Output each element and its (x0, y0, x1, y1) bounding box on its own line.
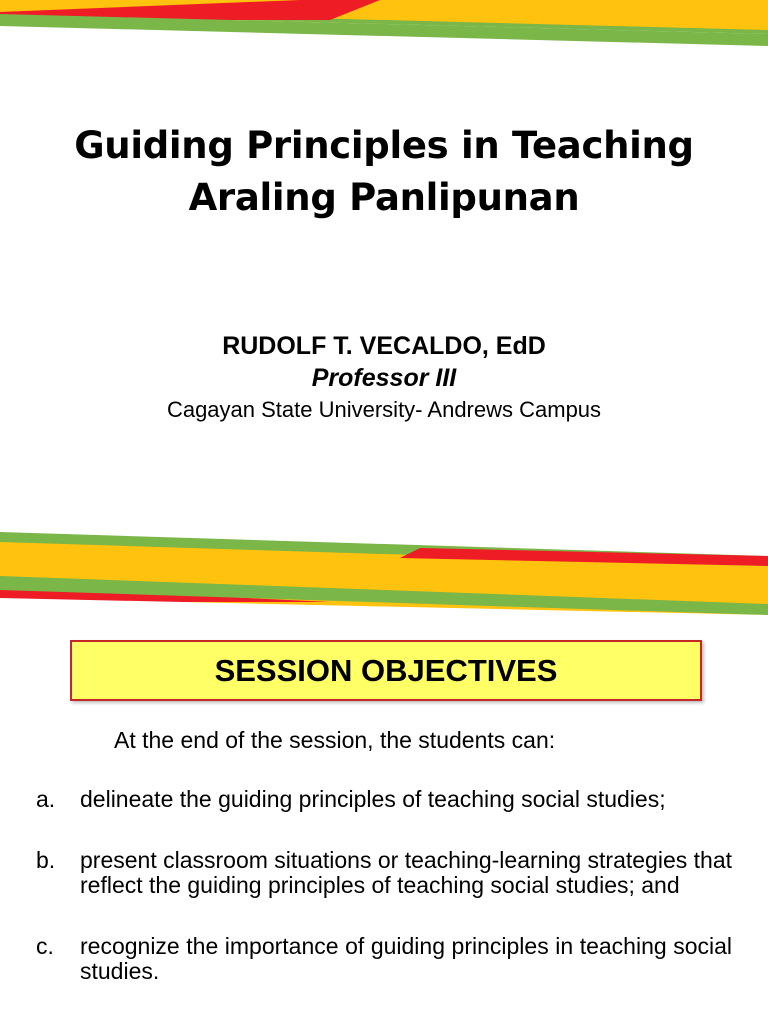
objective-letter: c. (36, 933, 54, 959)
objectives-list (36, 787, 732, 1020)
objectives-intro: At the end of the session, the students can: (114, 727, 556, 753)
bottom-decorative-band (0, 520, 768, 615)
author-block (0, 330, 768, 426)
session-objectives-heading: SESSION OBJECTIVES (214, 652, 558, 688)
objective-text: present classroom situations or teaching-learning strategies that reflect the guiding principles of teaching social studies; and (80, 847, 733, 898)
title-line-2: Araling Panlipunan (188, 176, 580, 219)
presentation-title (0, 120, 768, 224)
title-line-1: Guiding Principles in Teaching (74, 124, 694, 167)
slide-objectives (0, 615, 768, 1024)
list-item (36, 848, 732, 898)
objective-text: recognize the importance of guiding principles in teaching social studies. (80, 933, 732, 984)
objective-letter: b. (36, 847, 56, 873)
session-objectives-heading-box (70, 640, 702, 701)
list-item (36, 934, 732, 984)
author-institution: Cagayan State University- Andrews Campus (166, 397, 602, 422)
objective-letter: a. (36, 786, 56, 812)
list-item (36, 787, 732, 812)
objective-text: delineate the guiding principles of teaching social studies; (80, 786, 666, 812)
author-role: Professor III (311, 364, 457, 392)
author-name: RUDOLF T. VECALDO, EdD (222, 332, 546, 360)
top-decorative-band (0, 0, 768, 50)
